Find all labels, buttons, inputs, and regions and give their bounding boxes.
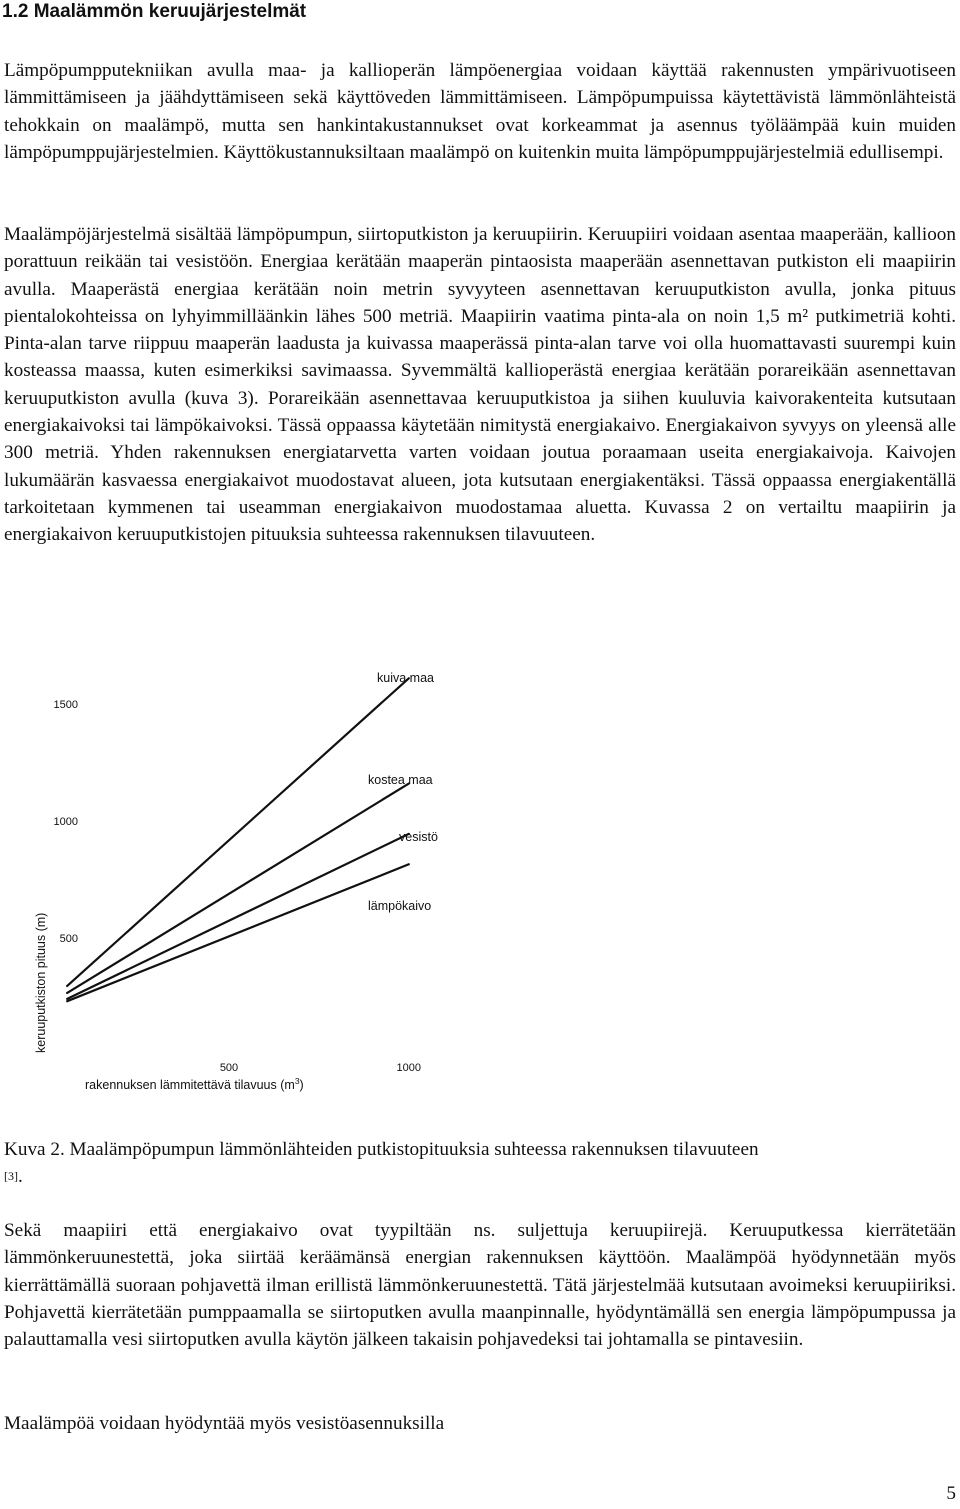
series-label: kuiva maa (377, 671, 434, 685)
x-tick-label: 1000 (396, 1062, 422, 1074)
pipe-length-chart (0, 655, 500, 1115)
series-label: vesistö (399, 830, 438, 844)
paragraph-system: Maalämpöjärjestelmä sisältää lämpöpumpun, siirtoputkiston ja keruupiirin. Keruupiiri voidaan asentaa maaperään, kallioon porattuun reikään tai vesistöön. Energiaa kerätään maaperän pintaosista maaperään asennettavan putkiston eli maapiirin avulla. Maaperästä energiaa kerätään noin metrin syvyyteen asennettavan keruuputkiston avulla, jonka pituus pientalokohteissa on lyhyimmilläänkin lähes 500 metriä. Maapiirin vaatima pinta-ala on noin 1,5 m² putkimetriä kohti. Pinta-alan tarve riippuu maaperän laadusta ja kuivassa maaperässä pinta-alan tarve voi olla huomattavasti suurempi kuin kosteassa maassa, kuten esimerkiksi savimaassa. Syvemmältä kallioperästä energiaa kerätään porareikään asennettavan keruuputkiston avulla (kuva 3). Porareikään asennettavaa keruuputkistoa ja siihen kuuluvia kaivorakenteita kutsutaan energiakaivoksi tai lämpökaivoksi. Tässä oppaassa käytetään nimitystä energiakaivo. Energiakaivon syvyys on yleensä alle 300 metriä. Yhden rakennuksen energiatarvetta varten voidaan joutua poraamaan useita energiakaivoja. Kaivojen lukumäärän kasvaessa energiakaivot muodostavat alueen, jota kutsutaan energiakentäksi. Tässä oppaassa energiakentällä tarkoitetaan kymmenen tai useamman energiakaivon muodostamaa aluetta. Kuvassa 2 on vertailtu maapiirin ja energiakaivon keruuputkistojen pituuksia suhteessa rakennuksen tilavuuteen. (4, 224, 956, 546)
series-label: kostea maa (368, 773, 433, 787)
paragraph-intro: Lämpöpumpputekniikan avulla maa- ja kallioperän lämpöenergiaa voidaan käyttää rakennusten ympärivuotiseen lämmittämiseen ja jäähdyttämiseen sekä käyttöveden lämmittämiseen. Lämpöpumpuissa käytettävistä lämmönlähteistä tehokkain on maalämpö, mutta sen hankintakustannukset ovat korkeammat ja asennus työläämpää kuin muiden lämpöpumppujärjestelmien. Käyttökustannuksiltaan maalämpö on kuitenkin muita lämpöpumppujärjestelmiä edullisempi. (4, 60, 956, 163)
y-tick-label: 1000 (53, 816, 78, 828)
caption-end: . (18, 1166, 23, 1187)
series-line (67, 834, 409, 999)
y-axis-label: keruuputkiston pituus (m) (34, 912, 48, 1053)
page-number: 5 (946, 1483, 956, 1504)
paragraph-water-installations: Maalämpöä voidaan hyödyntää myös vesistöasennuksilla (4, 1413, 445, 1434)
y-tick-label: 500 (59, 933, 78, 945)
caption-reference: [3] (4, 1169, 18, 1183)
series-line (67, 784, 409, 993)
series-label: lämpökaivo (368, 899, 432, 913)
figure-caption (4, 1136, 956, 1190)
x-axis-label: rakennuksen lämmitettävä tilavuus $(m^3)$ (85, 1076, 304, 1092)
paragraph-closed-loop: Sekä maapiiri että energiakaivo ovat tyypiltään ns. suljettuja keruupiirejä. Keruuputkessa kierrätetään lämmönkeruunestettä, joka siirtää keräämänsä energian rakennuksen käyttöön. Maalämpöä hyödynnetään myös kierrättämällä suoraan pohjavettä ilman erillistä lämmönkeruunestettä. Tätä järjestelmää kutsutaan avoimeksi keruupiiriksi. Pohjavettä kierrätetään pumppaamalla se siirtoputken avulla maanpinnalle, hyödyntämällä sen energia lämpöpumpussa ja palauttamalla vesi siirtoputken avulla käytön jälkeen takaisin pohjavedeksi tai johtamalla se pintavesiin. (4, 1220, 956, 1351)
caption-text: Kuva 2. Maalämpöpumpun lämmönlähteiden putkistopituuksia suhteessa rakennuksen tilavuuteen (4, 1139, 759, 1160)
section-heading: 1.2 Maalämmön keruujärjestelmät (2, 1, 307, 22)
y-tick-label: 1500 (53, 699, 78, 711)
series-line (67, 678, 409, 986)
x-tick-label: 500 (219, 1062, 239, 1074)
series-line (67, 864, 409, 1001)
